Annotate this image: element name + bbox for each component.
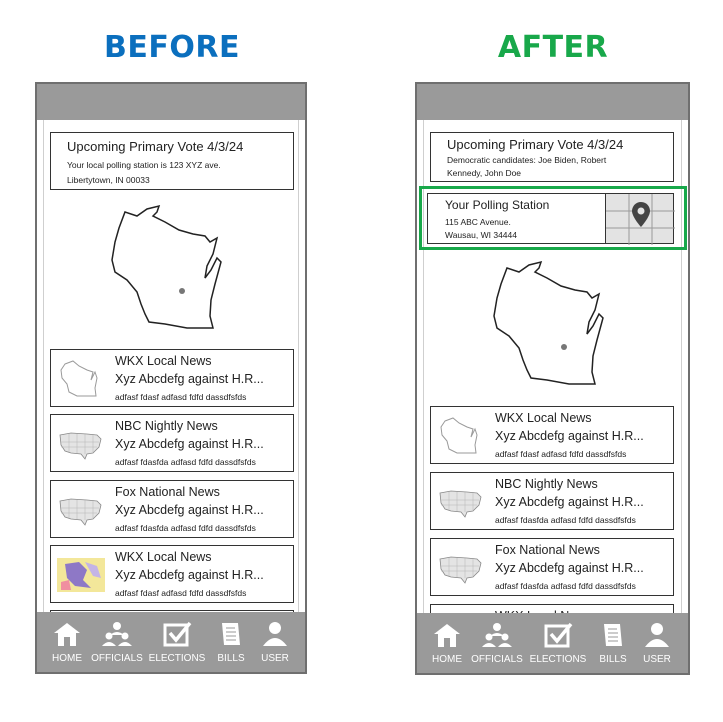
news-snippet: adfasf fdasf adfasd fdfd dassdfsfds: [115, 392, 247, 402]
ballot-check-icon: [543, 622, 573, 648]
news-card[interactable]: [430, 406, 674, 464]
vote-card-line-1: Democratic candidates: Joe Biden, Robert: [447, 155, 607, 165]
color-map-thumbnail: [57, 554, 105, 596]
nav-elections[interactable]: ELECTIONS: [147, 612, 207, 672]
home-icon: [52, 621, 82, 647]
news-card[interactable]: [50, 349, 294, 407]
nav-elections[interactable]: ELECTIONS: [527, 613, 589, 673]
nav-home[interactable]: HOME: [45, 612, 89, 672]
nav-home[interactable]: HOME: [425, 613, 469, 673]
location-dot: [561, 344, 567, 350]
upcoming-vote-card[interactable]: [430, 132, 674, 182]
news-headline[interactable]: Xyz Abcdefg against H.R...: [495, 561, 644, 575]
vote-card-line-1: Your local polling station is 123 XYZ ave.: [67, 160, 221, 170]
news-snippet: adfasf fdasfda adfasd fdfd dassdfsfds: [115, 457, 256, 467]
nav-bills[interactable]: BILLS: [209, 612, 253, 672]
us-map-thumbnail: [57, 489, 105, 531]
news-card[interactable]: [430, 538, 674, 596]
news-snippet: adfasf fdasf adfasd fdfd dassdfsfds: [495, 449, 627, 459]
officials-icon: [102, 621, 132, 647]
news-source: WKX Local News: [115, 550, 212, 564]
news-headline[interactable]: Xyz Abcdefg against H.R...: [495, 495, 644, 509]
bottom-nav-bar: [417, 613, 688, 673]
polling-station-title: Your Polling Station: [445, 198, 550, 212]
home-icon: [432, 622, 462, 648]
news-source: WKX Local News: [495, 411, 592, 425]
vote-card-title: Upcoming Primary Vote 4/3/24: [67, 139, 244, 154]
feed[interactable]: [37, 120, 305, 612]
polling-map-thumbnail[interactable]: [605, 193, 674, 244]
top-bar: [417, 84, 688, 120]
news-source: NBC Nightly News: [115, 419, 218, 433]
nav-officials[interactable]: OFFICIALS: [89, 612, 145, 672]
upcoming-vote-card[interactable]: [50, 132, 294, 190]
news-headline[interactable]: Xyz Abcdefg against H.R...: [115, 437, 264, 451]
ballot-check-icon: [162, 621, 192, 647]
news-card[interactable]: [50, 545, 294, 603]
news-headline[interactable]: Xyz Abcdefg against H.R...: [115, 372, 264, 386]
wisconsin-thumbnail: [57, 358, 105, 400]
news-headline[interactable]: Xyz Abcdefg against H.R...: [115, 503, 264, 517]
user-icon: [260, 621, 290, 647]
bill-document-icon: [216, 621, 246, 647]
us-map-thumbnail: [57, 423, 105, 465]
polling-station-city: Wausau, WI 34444: [445, 230, 517, 240]
wisconsin-map[interactable]: [107, 204, 237, 336]
nav-bills[interactable]: BILLS: [591, 613, 635, 673]
news-headline[interactable]: Xyz Abcdefg against H.R...: [495, 429, 644, 443]
us-map-thumbnail: [437, 481, 485, 523]
news-headline[interactable]: Xyz Abcdefg against H.R...: [115, 568, 264, 582]
bill-document-icon: [598, 622, 628, 648]
officials-icon: [482, 622, 512, 648]
news-snippet: adfasf fdasfda adfasd fdfd dassdfsfds: [115, 523, 256, 533]
before-heading: BEFORE: [104, 30, 240, 65]
polling-station-address: 115 ABC Avenue.: [445, 217, 511, 227]
nav-user[interactable]: USER: [253, 612, 297, 672]
user-icon: [642, 622, 672, 648]
news-source: WKX Local News: [115, 354, 212, 368]
news-source: Fox National News: [495, 543, 600, 557]
nav-officials[interactable]: OFFICIALS: [469, 613, 525, 673]
news-snippet: adfasf fdasf adfasd fdfd dassdfsfds: [115, 588, 247, 598]
bottom-nav-bar: [37, 612, 305, 672]
news-snippet: adfasf fdasfda adfasd fdfd dassdfsfds: [495, 581, 636, 591]
vote-card-line-2: Libertytown, IN 00033: [67, 175, 150, 185]
news-card[interactable]: [50, 480, 294, 538]
before-phone-mockup: [35, 82, 307, 674]
wisconsin-thumbnail: [437, 415, 485, 457]
news-source: Fox National News: [115, 485, 220, 499]
feed[interactable]: [417, 120, 688, 613]
us-map-thumbnail: [437, 547, 485, 589]
news-snippet: adfasf fdasfda adfasd fdfd dassdfsfds: [495, 515, 636, 525]
news-source: NBC Nightly News: [495, 477, 598, 491]
wisconsin-map[interactable]: [489, 260, 619, 392]
top-bar: [37, 84, 305, 120]
after-phone-mockup: [415, 82, 690, 675]
vote-card-title: Upcoming Primary Vote 4/3/24: [447, 137, 624, 152]
vote-card-line-2: Kennedy, John Doe: [447, 168, 522, 178]
after-heading: AFTER: [497, 30, 609, 65]
nav-user[interactable]: USER: [635, 613, 679, 673]
polling-station-card[interactable]: [427, 193, 605, 244]
news-card[interactable]: [50, 414, 294, 472]
news-card[interactable]: [430, 472, 674, 530]
location-dot: [179, 288, 185, 294]
